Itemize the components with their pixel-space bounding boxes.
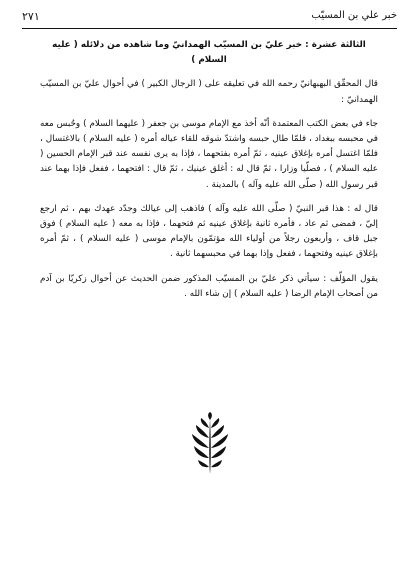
running-title: خبر علي بن المسيّب — [311, 10, 397, 21]
paragraph-3: قال له : هذا قبر النبيّ ( صلّى الله عليه وآله ) فاذهب إلى عيالك وجدّد عهدك بهم ، ثم ارجع إليّ ، فمضى ثم عاد ، فأمره ثانية بإغلاق عينيه ثم فتحهما ، فإذا به معه ( عليه السلام ) فوق جبل قاف ، وأربعون رجلاً من أولياء الله مؤتمّون بالإمام موسى ( عليه السلام ) ، ثمّ أمره بإغلاق عينيه وفتحهما ، ففعل وإذا بهما في محبسهما ثانية . — [40, 203, 378, 260]
paragraph-2: جاء في بعض الكتب المعتمدة أنّه أخذ مع الإمام موسى بن جعفر ( عليهما السلام ) وحُبس معه في محبسه ببغداد ، فلمّا طال حبسه واشتدّ شوقه للقاء عياله أمره ( عليه السلام ) بالاغتسال ، فلمّا اغتسل أمره بإغلاق عينيه ، ثمّ أمره بفتحهما ، فإذا به يرى نفسه عند قبر الإمام الحسين ( عليه السلام ) ، فصلّيا وزارا ، ثمّ قال له : أغلق عينيك ، ثمّ قال : افتحهما ، ففعل فإذا بهما عند قبر رسول الله ( صلّى الله عليه وآله ) بالمدينة . — [40, 118, 378, 190]
page-header — [22, 10, 397, 28]
header-rule — [22, 28, 397, 29]
paragraph-1: قال المحقّق البهبهانيّ رحمه الله في تعليقه على ( الرجال الكبير ) في أحوال عليّ بن المسيّب الهمدانيّ : — [40, 79, 378, 105]
section-heading: الثالثة عشرة : خبر عليّ بن المسيّب الهمدانيّ وما شاهده من دلائله ( عليه السلام ) — [52, 40, 366, 66]
body-text — [40, 38, 378, 311]
page-number: ٢٧١ — [22, 10, 40, 23]
paragraph-4: يقول المؤلّف : سيأتي ذكر عليّ بن المسيّب المذكور ضمن الحديث عن أحوال زكريّا بن آدم من أصحاب الإمام الرضا ( عليه السلام ) إن شاء الله . — [40, 273, 378, 299]
leaf-ornament-icon — [190, 412, 230, 476]
